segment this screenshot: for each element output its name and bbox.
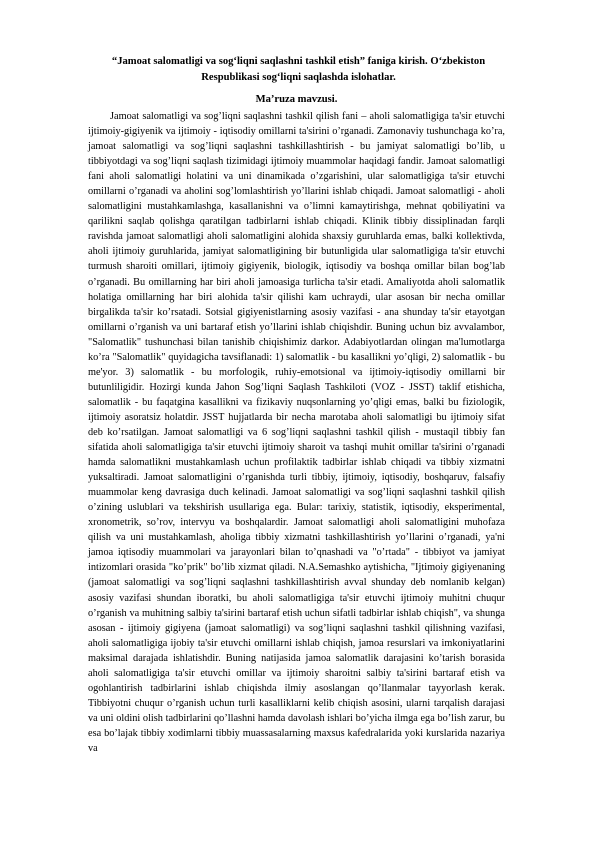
- body-paragraph: Jamoat salomatligi va sog’liqni saqlashni tashkil qilish fani – aholi salomatligiga ta'sir etuvchi ijtimoiy-gigiyenik va ijtimoiy - iqtisodiy omillarni ta'sirini o’rganadi. Zamonaviy tushunchaga ko’ra, jamoat salomatligi va sog’liqni saqlashni tashkillashtirish - bu jamiyat salomatligi bo’lib, u tibbiyotdagi va sog’liqni saqlash tizimidagi ijtimoiy muammolar haqidagi fandir. Jamoat salomatligi fani aholi salomatligi holatini va uni dinamikada o’zgarishini, ular salomatligiga ta'sir etuvchi omillarni o’rganadi va aholini sog’lomlashtirish yo’llarini ishlab chiqadi. Jamoat salomatligi - aholi salomatligini mustahkamlashga, kasallanishni va o’limni kamaytirishga, mehnat qobiliyatini va qarilikni saqlab qolishga qaratilgan tadbirlarni ishlab chiqadi. Klinik tibbiy dissiplinadan farqli ravishda jamoat salomatligi aholi salomatligini alohida shaxsiy guruhlarda emas, balki kollektivda, aholi ijtimoiy guruhlarida, jamiyat salomatligining bir butunligida ular salomatligiga ta'sir etuvchi turmush sharoiti omillari, ijtimoiy gigiyenik, biologik, iqtisodiy va boshqa omillar bilan bog’lab o’rganadi. Bu omillarning har biri aholi jamoasiga turlicha ta'sir etadi. Amaliyotda aholi salomatlik holatiga omillarning har biri alohida ta'sir qilishi kam uchraydi, ular asosan bir necha omillar birgalikda ta'sir ko’rsatadi. Sotsial gigiyenistlarning asosiy vazifasi - ana shunday ta'sir etayotgan omillarni o’rganish va uni bartaraf etish yo’llarini ishlab chiqishdir. Buning uchun biz avvalambor, "Salomatlik" tushunchasi bilan tanishib chiqishimiz darkor. Adabiyotlardan olingan ma'lumotlarga ko’ra "Salomatlik" quyidagicha tavsiflanadi: 1) salomatlik - bu kasallikni yo’qligi, 2) salomatlik - bu me'yor. 3) salomatlik - bu morfologik, ruhiy-emotsional va ijtimoiy-iqtisodiy omillarni bir butunliligidir. Hozirgi kunda Jahon Sog’liqni Saqlash Tashkiloti (VOZ - JSST) taklif etishicha, salomatlik - bu faqatgina kasallikni va fizikaviy nuqsonlarning yo’qligi emas, balki bu fiziologik, ijtimoiy asoratsiz holatdir. JSST hujjatlarda bir necha marotaba aholi salomatligi bu ijtimoiy sifat deb ko’rsatilgan. Jamoat salomatligi va 6 sog’liqni saqlashni tashkil qilish - mustaqil tibbiy fan sifatida aholi salomatligiga ta'sir etuvchi ijtimoiy sharoit va tashqi muhit omillar ta'sirini o’rganadi hamda salomatlikni mustahkamlash uchun profilaktik tadbirlar ishlab chiqadi va tibbiy xizmatni yuksaltiradi. Jamoat salomatligini o’rganishda turli tibbiy, ijtimoiy, iqtisodiy, boshqaruv, falsafiy muammolar keng davrasiga duch kelinadi. Jamoat salomatligi va sog’liqni saqlashni tashkil qilish o’zining uslublari va tekshirish usullariga ega. Bular: tarixiy, statistik, iqtisodiy, eksperimental, xronometrik, so’rov, intervyu va boshqalardir. Jamoat salomatligi aholi salomatligini muhofaza qilish va uni mustahkamlash, aholiga tibbiy xizmatni tashkillashtirish yo’llarini o’rganadi, ya'ni jamoa iqtisodiy muammolari va jarayonlari bilan to’qnashadi va "o’rtada" - tibbiyot va jamiyat intizomlari orasida "ko’prik" bo’lib xizmat qiladi. N.A.Semashko aytishicha, "Ijtimoiy gigiyenaning (jamoat salomatligi va sog’liqni saqlashni tashkillashtirish avval shunday deb nomlanib kelgan) asosiy vazifasi shundan iboratki, bu aholi salomatligiga ta'sir etuvchi ijtimoiy muhitni chuqur o’rganish va muhitning salbiy ta'sirini bartaraf etish uchun sifatli tadbirlar ishlab chiqish", va shunga asosan - ijtimoiy gigiyena (jamoat salomatligi) va sog’liqni saqlashni tashkil qilishning vazifasi, aholi salomatligiga ijobiy ta'sir etuvchi omillarni ishlab chiqish, jamoa resurslari va imkoniyatlarini maksimal darajada ishlatishdir. Buning natijasida jamoa salomatlik darajasini ko’tarish borasida aholi salomatligiga ta'sir etuvchi omillar va ijtimoiy sharoitni salbiy ta'sirini bartaraf etish va ogohlantirish tadbirlarini ishlab chiqishda ilmiy asoslangan qo’llanmalar tayyorlash kerak. Tibbiyotni chuqur o’rganish uchun turli kasalliklarni kelib chiqish asosini, ularni tarqalish darajasi va uni oldini olish tadbirlarini qo’llashni hamda davolash ishlari bo’yicha ilmga ega bo’lish zarur, bu esa bo’lajak tibbiy xodimlarni tibbiy muassasalarning maxsus kafedralarida yoki kurslarida nazariya va: [88, 111, 505, 754]
- document-title: “Jamoat salomatligi va sog‘liqni saqlashni tashkil etish” faniga kirish. O‘zbekiston Respublikasi sog‘liqni saqlashda islohatlar.: [111, 56, 486, 83]
- document-page: [88, 54, 505, 756]
- lecture-topic-heading: Ma’ruza mavzusi.: [255, 94, 338, 105]
